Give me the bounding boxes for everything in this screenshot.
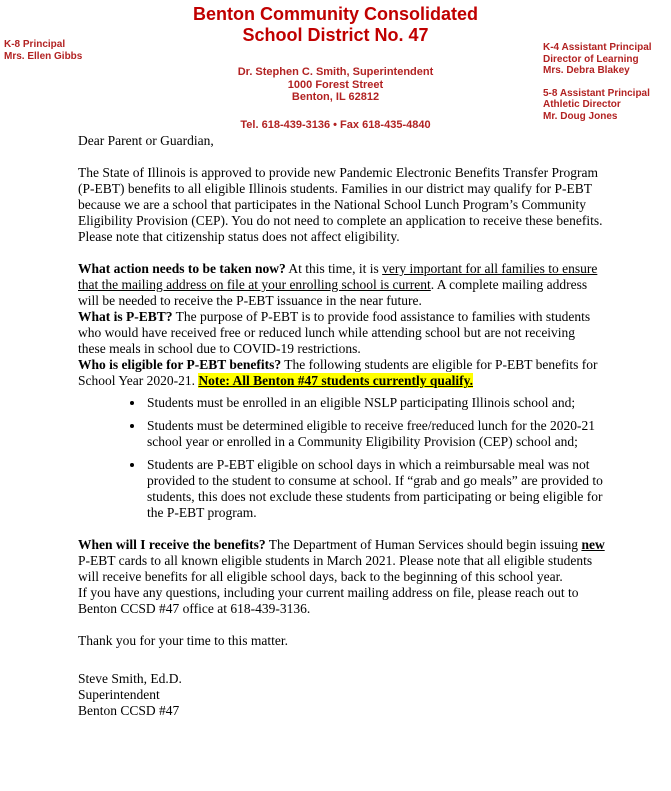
when-receive-paragraph xyxy=(78,537,605,585)
action-paragraph xyxy=(78,261,605,309)
what-is-pebt-text: The purpose of P-EBT is to provide food assistance to families with students who would have received free or reduced lunch while attending school but are not receiving these meals in school due to COVID-19 restrictions. xyxy=(78,309,591,356)
new-word-emphasis: new xyxy=(581,537,605,552)
letterhead xyxy=(0,0,671,131)
k4-assistant-role2: Director of Learning xyxy=(543,53,639,65)
district-title-line2: School District No. 47 xyxy=(242,25,429,45)
k4-assistant-name: Mrs. Debra Blakey xyxy=(543,65,630,76)
signature-block xyxy=(78,671,605,719)
who-eligible-text: The following students are eligible for P-EBT benefits for School Year 2020-21. xyxy=(78,357,598,388)
when-receive-text-1: The Department of Human Services should begin issuing xyxy=(265,537,582,552)
intro-paragraph: The State of Illinois is approved to provide new Pandemic Electronic Benefits Transfer Program (P-EBT) benefits to all eligible Illinois students. Families in our district may qualify for P-EBT because we are a school that participates in the National School Lunch Program’s Community Eligibility Provision (CEP). You do not need to complete an application to receive these benefits. Please note that citizenship status does not affect eligibility. xyxy=(78,165,603,244)
action-text-1: At this time, it is xyxy=(285,261,383,276)
who-eligible-question: Who is eligible for P-EBT benefits? xyxy=(78,357,282,372)
bullet-item: • Students must be enrolled in an eligible NSLP participating Illinois school and; xyxy=(145,395,605,411)
district-title-line1: Benton Community Consolidated xyxy=(193,4,478,24)
action-text-2: . A complete mailing address will be needed to receive the P-EBT issuance in the near future. xyxy=(78,277,588,308)
k8-principal-name: Mrs. Ellen Gibbs xyxy=(4,50,83,62)
58-assistant-name: Mr. Doug Jones xyxy=(543,110,618,122)
phone-fax-line: Tel. 618-439-3136 • Fax 618-435-4840 xyxy=(240,119,431,131)
questions-paragraph: If you have any questions, including your current mailing address on file, please reach out to Benton CCSD #47 office at 618-439-3136. xyxy=(78,585,579,616)
when-receive-question: When will I receive the benefits? xyxy=(78,537,266,552)
signature-district: Benton CCSD #47 xyxy=(78,703,180,718)
k8-principal-block xyxy=(4,39,82,62)
street-line: 1000 Forest Street xyxy=(287,78,384,91)
58-assistant-role: 5-8 Assistant Principal xyxy=(543,87,650,99)
bullet-list xyxy=(78,395,605,521)
bullet-item: • Students must be determined eligible to receive free/reduced lunch for the 2020-21 school year or enrolled in a Community Eligibility Provision (CEP) school and; xyxy=(145,418,605,450)
bullet-item: • Students are P-EBT eligible on school days in which a reimbursable meal was not provided to the student to consume at school. If “grab and go meals” are provided to students, this does not exclude these students from participating or being eligible for the P-EBT program. xyxy=(145,457,605,521)
what-is-pebt-paragraph xyxy=(78,309,605,357)
salutation: Dear Parent or Guardian, xyxy=(78,133,214,148)
k8-principal-role: K-8 Principal xyxy=(4,39,66,50)
qualify-note-highlight: Note: All Benton #47 students currently qualify. xyxy=(198,373,474,388)
closing-line: Thank you for your time to this matter. xyxy=(78,633,288,648)
signature-title: Superintendent xyxy=(78,687,160,702)
k4-assistant-role: K-4 Assistant Principal xyxy=(543,42,652,53)
when-receive-text-2: P-EBT cards to all known eligible students in March 2021. Please note that all eligible students will receive benefits for all eligible school days, back to the beginning of this school year. xyxy=(78,553,593,584)
who-eligible-paragraph xyxy=(78,357,605,389)
underlined-phrase: very important for all families to ensure that the mailing address on file at your enrolling school is current xyxy=(78,261,598,292)
58-assistant-role2: Athletic Director xyxy=(543,99,621,110)
superintendent-line: Dr. Stephen C. Smith, Superintendent xyxy=(237,66,434,78)
action-question: What action needs to be taken now? xyxy=(78,261,286,276)
district-title xyxy=(0,4,671,46)
city-line: Benton, IL 62812 xyxy=(291,91,380,103)
what-is-pebt-question: What is P-EBT? xyxy=(78,309,173,324)
superintendent-address-block xyxy=(0,66,671,104)
signature-name: Steve Smith, Ed.D. xyxy=(78,671,182,686)
letter-body xyxy=(78,133,605,719)
